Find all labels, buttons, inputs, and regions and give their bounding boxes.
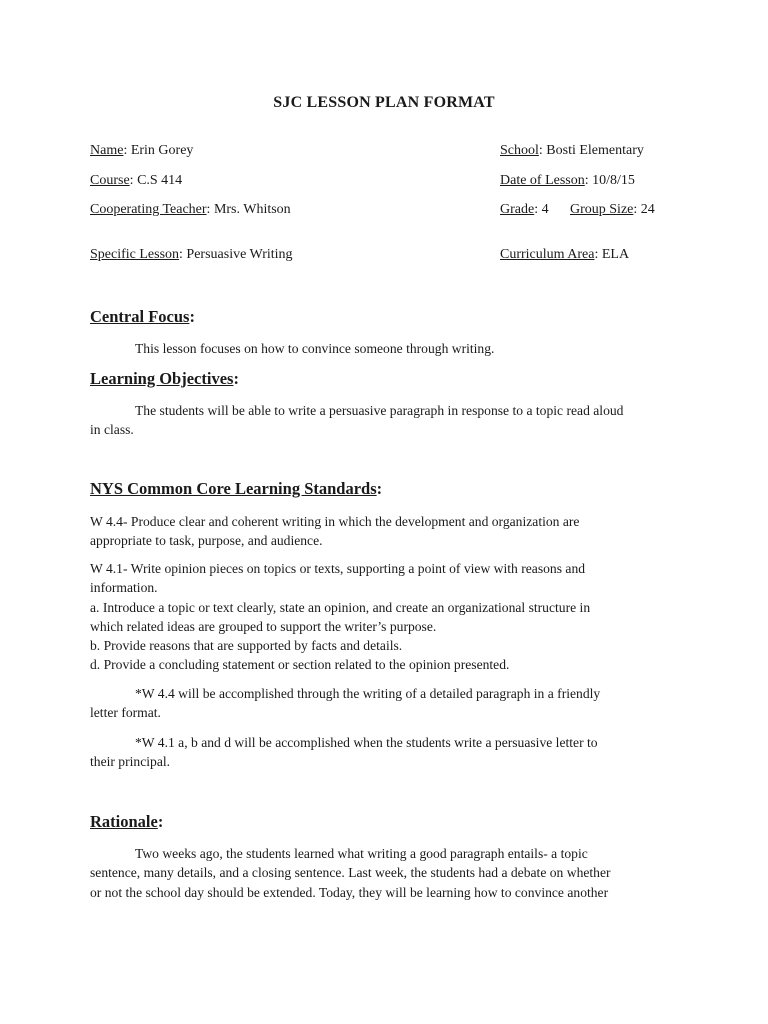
text-line: information. xyxy=(90,580,158,596)
text-line: appropriate to task, purpose, and audience. xyxy=(90,533,323,549)
school-field: School: Bosti Elementary xyxy=(500,143,644,158)
text-line: b. Provide reasons that are supported by facts and details. xyxy=(90,638,403,654)
text-line: their principal. xyxy=(90,754,171,770)
rationale-text xyxy=(90,844,684,902)
central-focus-text xyxy=(90,339,684,358)
date-of-lesson-field: Date of Lesson: 10/8/15 xyxy=(500,173,635,188)
standards-heading: NYS Common Core Learning Standards: xyxy=(90,479,383,498)
date-of-lesson-label: Date of Lesson xyxy=(500,173,585,188)
school-label: School xyxy=(500,143,539,158)
school-value: Bosti Elementary xyxy=(546,143,644,158)
central-focus-heading: Central Focus: xyxy=(90,307,195,326)
group-size-label: Group Size xyxy=(570,202,634,217)
name-field: Name: Erin Gorey xyxy=(90,143,194,158)
course-field: Course: C.S 414 xyxy=(90,173,183,188)
specific-lesson-value: Persuasive Writing xyxy=(186,247,293,262)
text-line: letter format. xyxy=(90,705,161,721)
rationale-heading: Rationale: xyxy=(90,812,164,831)
specific-lesson-field: Specific Lesson: Persuasive Writing xyxy=(90,247,293,262)
text-line: *W 4.4 will be accomplished through the writing of a detailed paragraph in a friendly xyxy=(135,686,601,701)
specific-lesson-label: Specific Lesson xyxy=(90,247,180,262)
curriculum-area-label: Curriculum Area xyxy=(500,247,595,262)
standard-w41 xyxy=(90,559,684,675)
text-line: W 4.1- Write opinion pieces on topics or texts, supporting a point of view with reasons and xyxy=(90,561,586,576)
course-label: Course xyxy=(90,173,130,188)
central-focus-heading-text: Central Focus xyxy=(90,307,190,326)
text-line: *W 4.1 a, b and d will be accomplished when the students write a persuasive letter to xyxy=(135,735,598,750)
course-value: C.S 414 xyxy=(137,173,183,188)
name-label: Name xyxy=(90,143,124,158)
learning-objectives-heading: Learning Objectives: xyxy=(90,369,239,388)
grade-value: 4 xyxy=(541,202,549,217)
group-size-field: Group Size: 24 xyxy=(570,202,655,217)
grade-field: Grade: 4 xyxy=(500,202,549,217)
standards-note-w41 xyxy=(90,733,684,772)
document-title: SJC LESSON PLAN FORMAT xyxy=(273,94,495,111)
curriculum-area-field: Curriculum Area: ELA xyxy=(500,247,630,262)
cooperating-teacher-field: Cooperating Teacher: Mrs. Whitson xyxy=(90,202,291,217)
grade-label: Grade xyxy=(500,202,535,217)
text-line: which related ideas are grouped to support the writer’s purpose. xyxy=(90,618,437,634)
standards-note-w44 xyxy=(90,684,684,723)
standards-heading-text: NYS Common Core Learning Standards xyxy=(90,479,377,498)
text-line: The students will be able to write a persuasive paragraph in response to a topic read aloud xyxy=(135,403,624,418)
standard-w44 xyxy=(90,512,684,551)
text-line: a. Introduce a topic or text clearly, state an opinion, and create an organizational structure in xyxy=(90,599,591,615)
text-line: in class. xyxy=(90,422,134,438)
name-value: Erin Gorey xyxy=(130,143,194,158)
text-line: or not the school day should be extended. Today, they will be learning how to convince another xyxy=(90,884,609,900)
text-line: W 4.4- Produce clear and coherent writing in which the development and organization are xyxy=(90,514,580,529)
text-line: d. Provide a concluding statement or section related to the opinion presented. xyxy=(90,657,510,673)
rationale-heading-text: Rationale xyxy=(90,812,158,831)
text-line: Two weeks ago, the students learned what writing a good paragraph entails- a topic xyxy=(135,846,588,861)
curriculum-area-value: ELA xyxy=(601,247,630,262)
cooperating-teacher-label: Cooperating Teacher xyxy=(90,202,207,217)
central-focus-line: This lesson focuses on how to convince someone through writing. xyxy=(135,341,495,356)
cooperating-teacher-value: Mrs. Whitson xyxy=(213,202,291,217)
date-of-lesson-value: 10/8/15 xyxy=(592,173,635,188)
text-line: sentence, many details, and a closing sentence. Last week, the students had a debate on whether xyxy=(90,865,611,881)
learning-objectives-heading-text: Learning Objectives xyxy=(90,369,234,388)
learning-objectives-text xyxy=(90,401,684,440)
group-size-value: 24 xyxy=(640,202,655,217)
